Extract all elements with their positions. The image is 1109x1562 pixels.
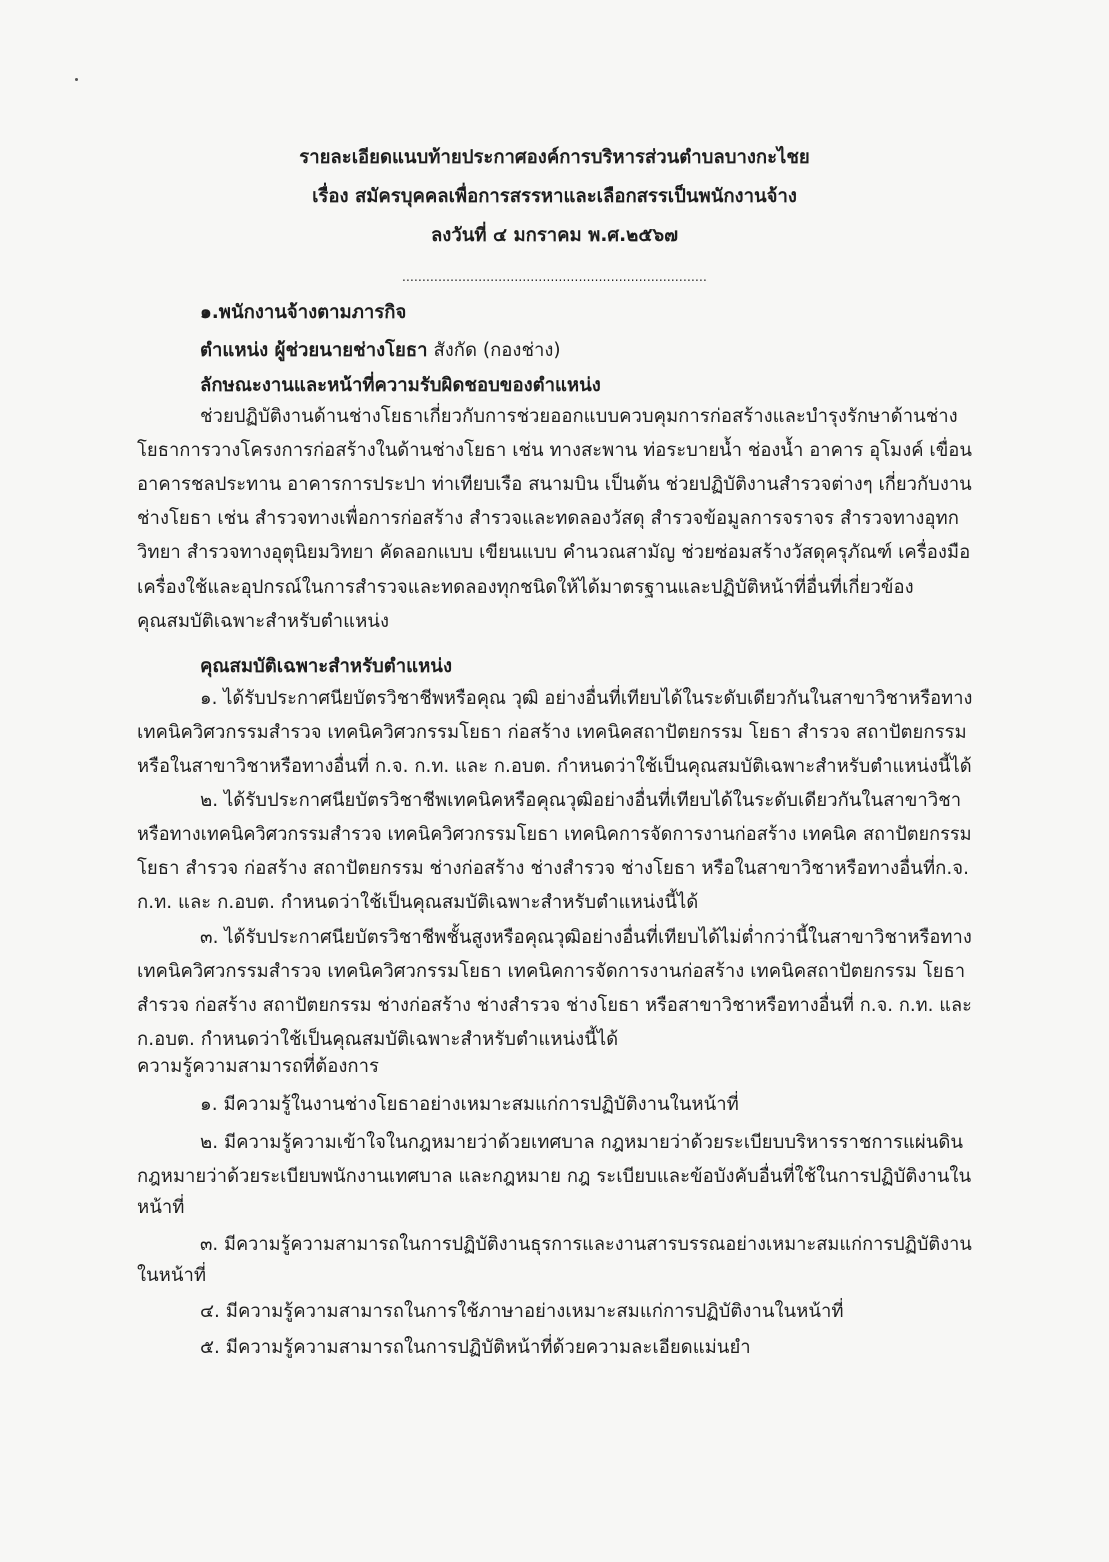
qualification-line: ก.อบต. กำหนดว่าใช้เป็นคุณสมบัติเฉพาะสำหรับตำแหน่งนี้ได้ xyxy=(137,1029,619,1050)
duties-line: โยธาการวางโครงการก่อสร้างในด้านช่างโยธา เช่น ทางสะพาน ท่อระบายน้ำ ช่องน้ำ อาคาร อุโมงค์ เขื่อน xyxy=(137,440,972,461)
qualification-line: หรือทางเทคนิควิศวกรรมสำรวจ เทคนิควิศวกรรมโยธา เทคนิคการจัดการงานก่อสร้าง เทคนิค สถาปัตยกรรม xyxy=(137,824,972,845)
header-dotted-separator: ............................................................................ xyxy=(401,270,708,284)
knowledge-line: ในหน้าที่ xyxy=(137,1265,207,1286)
section-heading-employee-type: ๑.พนักงานจ้างตามภารกิจ xyxy=(200,302,407,323)
qualifications-heading: คุณสมบัติเฉพาะสำหรับตำแหน่ง xyxy=(200,656,452,677)
duties-line: ช่วยปฏิบัติงานด้านช่างโยธาเกี่ยวกับการช่วยออกแบบควบคุมการก่อสร้างและบำรุงรักษาด้านช่าง xyxy=(200,406,958,427)
duties-line: ช่างโยธา เช่น สำรวจทางเพื่อการก่อสร้าง สำรวจและทดลองวัสดุ สำรวจข้อมูลการจราจร สำรวจทางอุทก xyxy=(137,508,959,529)
position-department: สังกัด (กองช่าง) xyxy=(427,340,561,361)
knowledge-line: ๑. มีความรู้ในงานช่างโยธาอย่างเหมาะสมแก่การปฏิบัติงานในหน้าที่ xyxy=(200,1094,739,1115)
header-date-line: ลงวันที่ ๔ มกราคม พ.ศ.๒๕๖๗ xyxy=(430,225,679,246)
qualification-line: โยธา สำรวจ ก่อสร้าง สถาปัตยกรรม ช่างก่อสร้าง ช่างสำรวจ ช่างโยธา หรือในสาขาวิชาหรือทางอื่นที่ก.จ. xyxy=(137,858,969,879)
header-title-line2: เรื่อง สมัครบุคคลเพื่อการสรรหาและเลือกสรรเป็นพนักงานจ้าง xyxy=(312,186,797,207)
duties-line: เครื่องใช้และอุปกรณ์ในการสำรวจและทดลองทุกชนิดให้ได้มาตรฐานและปฏิบัติหน้าที่อื่นที่เกี่ยวข้อง xyxy=(137,577,914,598)
qualification-line: หรือในสาขาวิชาหรือทางอื่นที่ ก.จ. ก.ท. และ ก.อบต. กำหนดว่าใช้เป็นคุณสมบัติเฉพาะสำหรับตำแหน่งนี้ได้ xyxy=(137,756,972,777)
qualification-line: ก.ท. และ ก.อบต. กำหนดว่าใช้เป็นคุณสมบัติเฉพาะสำหรับตำแหน่งนี้ได้ xyxy=(137,892,699,913)
qualification-line: เทคนิควิศวกรรมสำรวจ เทคนิควิศวกรรมโยธา ก่อสร้าง เทคนิคสถาปัตยกรรม โยธา สำรวจ สถาปัตยกรรม xyxy=(137,722,967,743)
header-title-line1: รายละเอียดแนบท้ายประกาศองค์การบริหารส่วนตำบลบางกะไชย xyxy=(299,147,810,168)
knowledge-line: ๒. มีความรู้ความเข้าใจในกฎหมายว่าด้วยเทศบาล กฎหมายว่าด้วยระเบียบบริหารราชการแผ่นดิน xyxy=(200,1132,964,1153)
duties-heading: ลักษณะงานและหน้าที่ความรับผิดชอบของตำแหน่ง xyxy=(200,375,601,396)
knowledge-line: ๔. มีความรู้ความสามารถในการใช้ภาษาอย่างเหมาะสมแก่การปฏิบัติงานในหน้าที่ xyxy=(200,1301,844,1322)
knowledge-heading: ความรู้ความสามารถที่ต้องการ xyxy=(137,1056,379,1077)
knowledge-line: ๓. มีความรู้ความสามารถในการปฏิบัติงานธุรการและงานสารบรรณอย่างเหมาะสมแก่การปฏิบัติงาน xyxy=(200,1234,972,1255)
position-line xyxy=(200,339,561,363)
scan-speck xyxy=(75,78,78,81)
knowledge-line: ๕. มีความรู้ความสามารถในการปฏิบัติหน้าที่ด้วยความละเอียดแม่นยำ xyxy=(200,1337,751,1358)
knowledge-line: กฎหมายว่าด้วยระเบียบพนักงานเทศบาล และกฎหมาย กฎ ระเบียบและข้อบังคับอื่นที่ใช้ในการปฏิบัติงานใน xyxy=(137,1166,972,1187)
qualification-line: ๑. ได้รับประกาศนียบัตรวิชาชีพหรือคุณ วุฒิ อย่างอื่นที่เทียบได้ในระดับเดียวกันในสาขาวิชาหรือทาง xyxy=(200,688,973,709)
position-label: ตำแหน่ง ผู้ช่วยนายช่างโยธา xyxy=(200,340,428,361)
qualification-line: ๓. ได้รับประกาศนียบัตรวิชาชีพชั้นสูงหรือคุณวุฒิอย่างอื่นที่เทียบได้ไม่ต่ำกว่านี้ในสาขาวิชาหรือทาง xyxy=(200,927,972,948)
qualification-line: ๒. ได้รับประกาศนียบัตรวิชาชีพเทคนิคหรือคุณวุฒิอย่างอื่นที่เทียบได้ในระดับเดียวกันในสาขาวิชา xyxy=(200,790,962,811)
knowledge-line: หน้าที่ xyxy=(137,1197,185,1218)
duties-line: อาคารชลประทาน อาคารการประปา ท่าเทียบเรือ สนามบิน เป็นต้น ช่วยปฏิบัติงานสำรวจต่างๆ เกี่ยวกับงาน xyxy=(137,474,972,495)
qualification-line: เทคนิควิศวกรรมสำรวจ เทคนิควิศวกรรมโยธา เทคนิคการจัดการงานก่อสร้าง เทคนิคสถาปัตยกรรม โยธา xyxy=(137,961,966,982)
duties-line: คุณสมบัติเฉพาะสำหรับตำแหน่ง xyxy=(137,611,389,632)
qualification-line: สำรวจ ก่อสร้าง สถาปัตยกรรม ช่างก่อสร้าง ช่างสำรวจ ช่างโยธา หรือสาขาวิชาหรือทางอื่นที่ ก.จ. ก.ท. และ xyxy=(137,995,972,1016)
duties-line: วิทยา สำรวจทางอุตุนิยมวิทยา คัดลอกแบบ เขียนแบบ คำนวณสามัญ ช่วยซ่อมสร้างวัสดุครุภัณฑ์ เครื่องมือ xyxy=(137,542,971,563)
